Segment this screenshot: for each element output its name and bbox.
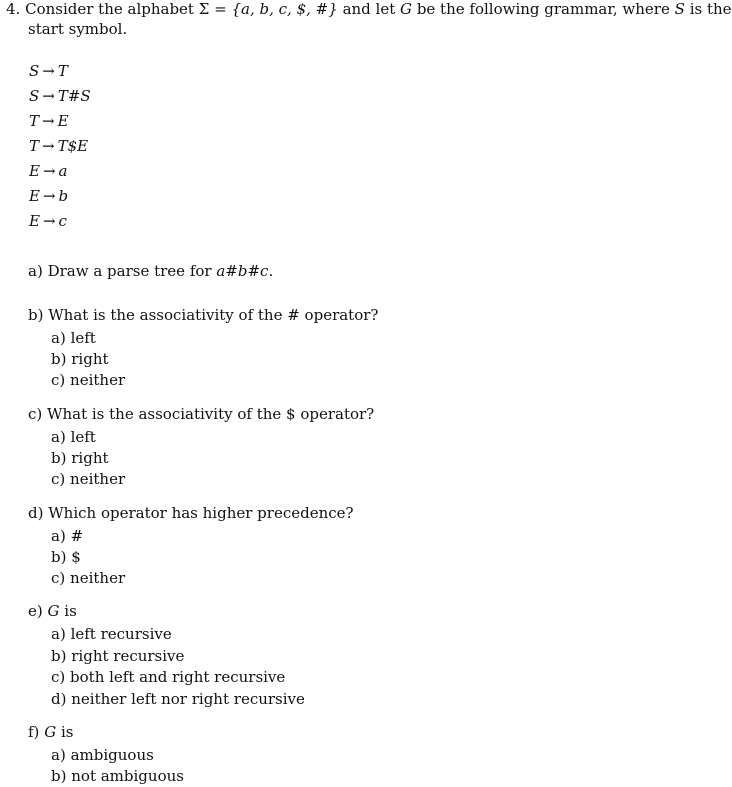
option-d-b[interactable]: b) $ <box>51 548 81 566</box>
equals-sign: = <box>214 0 227 18</box>
question-d <box>28 504 354 522</box>
option-c-a[interactable]: a) left <box>51 428 96 446</box>
start-symbol: S <box>674 0 685 18</box>
production-lhs: T <box>29 112 40 130</box>
question-text: is <box>60 723 74 741</box>
option-d-a[interactable]: a) # <box>51 527 84 545</box>
production-3 <box>29 112 69 130</box>
period: . <box>268 262 274 280</box>
problem-statement-line2: start symbol. <box>28 20 128 38</box>
production-rhs: E <box>57 112 69 130</box>
option-c-b[interactable]: b) right <box>51 449 109 467</box>
sigma-symbol: Σ <box>198 0 210 18</box>
arrow-icon: → <box>42 87 55 105</box>
option-c-c[interactable]: c) neither <box>51 470 126 488</box>
arrow-icon: → <box>42 137 55 155</box>
production-rhs: a <box>58 162 68 180</box>
intro-suffix: be the following grammar, where <box>416 0 670 18</box>
option-b-c[interactable]: c) neither <box>51 371 126 389</box>
arrow-icon: → <box>42 62 55 80</box>
question-text: Draw a parse tree for <box>47 262 212 280</box>
question-text: What is the associativity of the # operator? <box>48 306 379 324</box>
question-a <box>28 262 273 280</box>
production-rhs: T$E <box>57 137 89 155</box>
option-b-b[interactable]: b) right <box>51 350 109 368</box>
production-5 <box>29 162 67 180</box>
question-f <box>28 723 73 741</box>
problem-statement-line1 <box>6 0 732 18</box>
option-d-c[interactable]: c) neither <box>51 569 126 587</box>
arrow-icon: → <box>42 187 56 205</box>
question-text: is <box>64 602 77 620</box>
production-rhs: b <box>58 187 69 205</box>
production-lhs: E <box>29 162 40 180</box>
problem-number: 4. <box>6 0 21 18</box>
production-7 <box>29 212 67 230</box>
grammar-name: G <box>44 723 57 741</box>
question-label: f) <box>28 723 40 741</box>
grammar-name: G <box>400 0 413 18</box>
option-f-a[interactable]: a) ambiguous <box>51 746 154 764</box>
alphabet-set: {a, b, c, $, #} <box>231 0 338 18</box>
question-c <box>28 405 374 423</box>
option-f-b[interactable]: b) not ambiguous <box>51 767 184 785</box>
production-rhs: T <box>57 62 68 80</box>
arrow-icon: → <box>42 212 56 230</box>
production-lhs: S <box>29 87 40 105</box>
production-lhs: T <box>29 137 40 155</box>
production-rhs: c <box>58 212 67 230</box>
option-e-a[interactable]: a) left recursive <box>51 625 172 643</box>
question-label: b) <box>28 306 44 324</box>
question-e <box>28 602 77 620</box>
question-label: c) <box>28 405 43 423</box>
option-e-d[interactable]: d) neither left nor right recursive <box>51 690 305 708</box>
option-e-b[interactable]: b) right recursive <box>51 647 185 665</box>
production-1 <box>29 62 68 80</box>
grammar-name: G <box>47 602 60 620</box>
arrow-icon: → <box>42 162 56 180</box>
intro-end: is the <box>689 0 732 18</box>
question-label: e) <box>28 602 43 620</box>
intro-prefix: Consider the alphabet <box>25 0 194 18</box>
option-e-c[interactable]: c) both left and right recursive <box>51 668 286 686</box>
question-text: What is the associativity of the $ operator? <box>47 405 375 423</box>
intro-mid: and let <box>342 0 396 18</box>
production-6 <box>29 187 68 205</box>
production-rhs: T#S <box>57 87 91 105</box>
question-label: d) <box>28 504 44 522</box>
question-label: a) <box>28 262 43 280</box>
expression: a#b#c <box>216 262 269 280</box>
question-text: Which operator has higher precedence? <box>48 504 354 522</box>
option-b-a[interactable]: a) left <box>51 329 96 347</box>
production-2 <box>29 87 91 105</box>
question-b <box>28 306 378 324</box>
production-4 <box>29 137 88 155</box>
production-lhs: E <box>29 212 40 230</box>
arrow-icon: → <box>42 112 55 130</box>
production-lhs: S <box>29 62 40 80</box>
production-lhs: E <box>29 187 40 205</box>
